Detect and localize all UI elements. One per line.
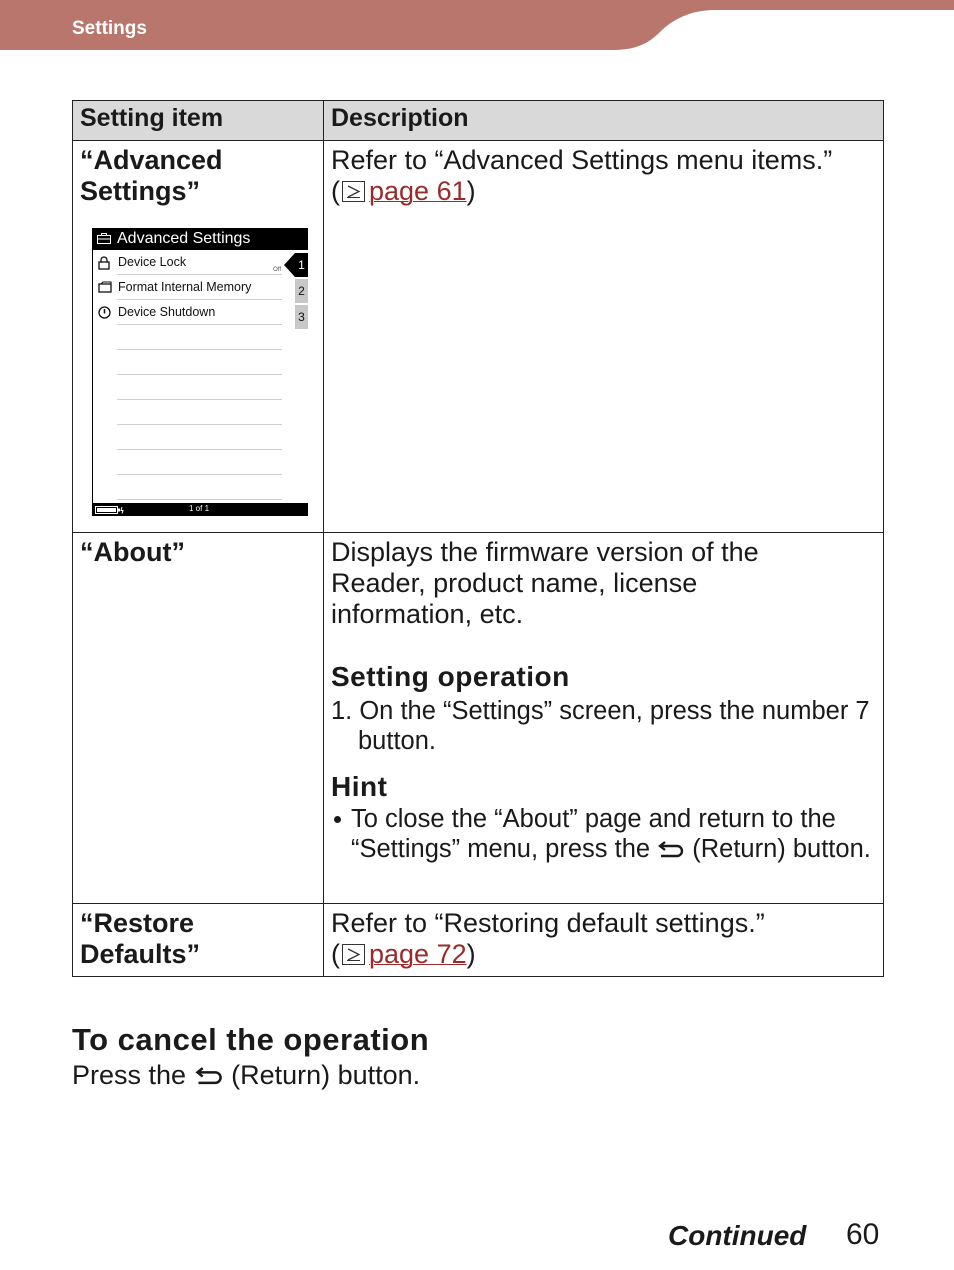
- setting-item-cell: [73, 533, 324, 904]
- description-line: Refer to “Advanced Settings menu items.”: [331, 145, 833, 175]
- empty-row: [93, 450, 294, 475]
- hint-text-end: (Return) button.: [692, 835, 871, 863]
- return-icon: [657, 839, 685, 859]
- cancel-text: [72, 1060, 420, 1091]
- empty-row: [93, 425, 294, 450]
- header-title: Settings: [72, 18, 147, 39]
- description-text: Refer to “Restoring default settings.” ( page 72): [331, 908, 765, 969]
- setting-item-advanced: “Advanced Settings”: [80, 145, 223, 206]
- description-cell: [324, 533, 884, 904]
- table-header-row: [73, 101, 884, 141]
- off-label: Off: [273, 267, 281, 273]
- device-number-tabs: [294, 250, 308, 503]
- page-61-link[interactable]: page 61: [369, 176, 467, 206]
- bullet-dot: [334, 816, 341, 823]
- description-cell: [324, 141, 884, 533]
- settings-table: [72, 100, 884, 977]
- description-cell: [324, 904, 884, 977]
- description-line: Refer to “Restoring default settings.”: [331, 908, 765, 938]
- empty-row: [93, 475, 294, 500]
- device-menu-label: Device Lock: [118, 255, 187, 269]
- tab-3[interactable]: 3: [295, 305, 308, 329]
- cancel-text-start: Press the: [72, 1060, 187, 1090]
- lock-icon: [98, 256, 110, 270]
- table-row: [73, 141, 884, 533]
- device-title: Advanced Settings: [117, 230, 251, 247]
- power-icon: [98, 306, 111, 319]
- page-reference-icon: [342, 181, 365, 202]
- page-number: 60: [846, 1218, 880, 1251]
- header-band: [0, 0, 954, 50]
- description-text: Refer to “Advanced Settings menu items.” ( page 61): [331, 145, 833, 206]
- tab-1[interactable]: 1: [295, 253, 308, 277]
- return-icon: [194, 1065, 224, 1086]
- hint-text: To close the “About” page and return to the “Settings” menu, press the: [351, 805, 836, 863]
- device-status-bar: [92, 503, 308, 516]
- device-menu-label: Device Shutdown: [118, 305, 216, 319]
- battery-icon: [95, 506, 125, 514]
- toolbox-icon: [97, 233, 111, 244]
- device-menu-list: [93, 250, 294, 503]
- step-1: 1. On the “Settings” screen, press the number 7 button.: [331, 697, 870, 755]
- page-72-link[interactable]: page 72: [369, 939, 467, 969]
- about-description: Displays the firmware version of the Reader, product name, license information, etc.: [331, 537, 759, 629]
- tab-pointer-icon: [284, 253, 295, 277]
- device-menu-label: Format Internal Memory: [118, 280, 252, 294]
- device-menu-item-shutdown[interactable]: [93, 300, 294, 325]
- cancel-heading: To cancel the operation: [72, 1022, 430, 1057]
- empty-row: [93, 350, 294, 375]
- tab-2[interactable]: 2: [295, 279, 308, 303]
- memory-icon: [98, 281, 112, 293]
- empty-row: [93, 325, 294, 350]
- device-title-bar: [92, 228, 308, 250]
- column-header-description: Description: [324, 101, 884, 141]
- table-row: [73, 533, 884, 904]
- column-header-setting-item: Setting item: [73, 101, 324, 141]
- device-menu-item-lock[interactable]: [93, 250, 294, 275]
- cancel-text-end: (Return) button.: [231, 1060, 421, 1090]
- device-menu-item-format[interactable]: [93, 275, 294, 300]
- empty-row: [93, 400, 294, 425]
- hint-bullet: [331, 804, 876, 864]
- setting-item-restore: “Restore Defaults”: [80, 908, 201, 969]
- table-row: [73, 904, 884, 977]
- hint-heading: Hint: [331, 771, 388, 802]
- page-reference-icon: [342, 944, 365, 965]
- page-indicator: 1 of 1: [189, 504, 210, 513]
- continued-label: Continued: [668, 1220, 807, 1251]
- setting-item-about: “About”: [80, 537, 185, 567]
- setting-item-cell: [73, 904, 324, 977]
- empty-row: [93, 375, 294, 400]
- device-screen-illustration: [92, 228, 308, 516]
- setting-operation-heading: Setting operation: [331, 661, 570, 692]
- setting-item-cell: [73, 141, 324, 533]
